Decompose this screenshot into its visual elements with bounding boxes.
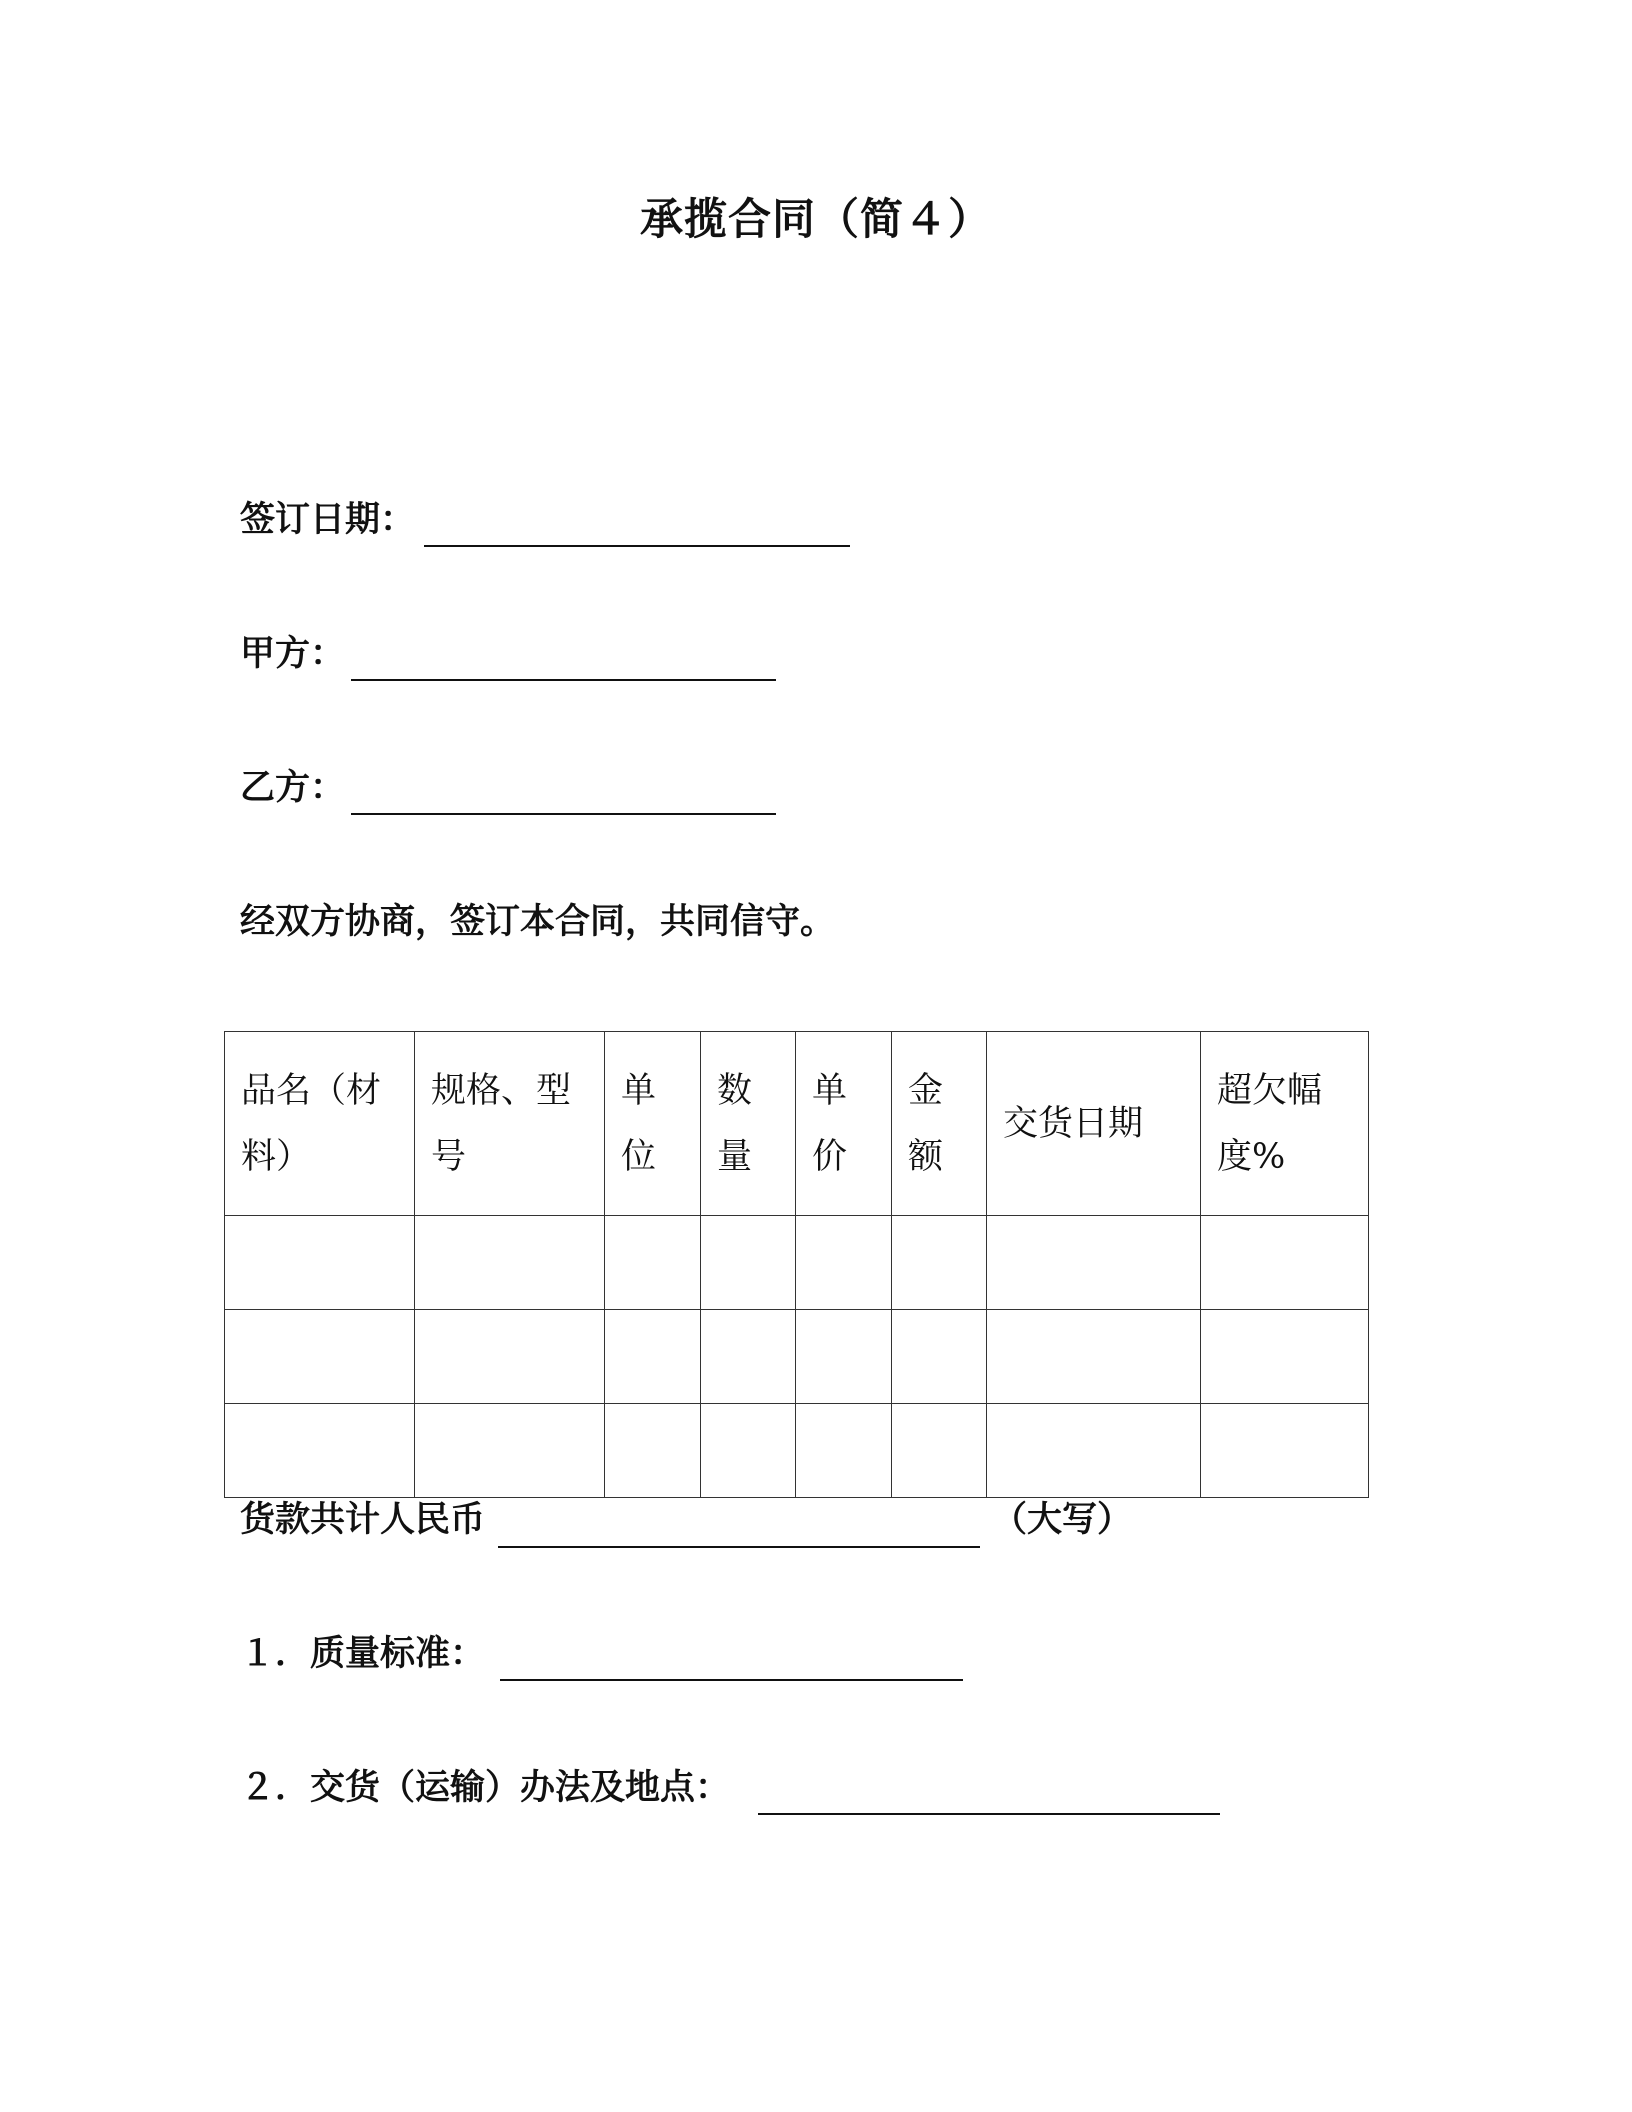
table-cell[interactable] [225,1216,415,1310]
table-header-cell: 交货日期 [987,1032,1201,1216]
total-amount-field[interactable] [498,1546,980,1548]
table-row [225,1310,1369,1404]
table-header-cell: 单位 [605,1032,701,1216]
total-suffix: （大写） [992,1500,1133,1540]
table-cell[interactable] [987,1404,1201,1498]
table-cell[interactable] [225,1310,415,1404]
party-a-label: 甲方： [240,634,346,674]
party-b-label: 乙方： [240,768,346,808]
table-header-cell: 数量 [701,1032,796,1216]
table-cell[interactable] [987,1216,1201,1310]
table-row [225,1404,1369,1498]
table-header-cell: 规格、型号 [415,1032,605,1216]
table-row [225,1216,1369,1310]
table-cell[interactable] [415,1404,605,1498]
clause-delivery-label: ２．交货（运输）办法及地点： [240,1768,731,1808]
table-cell[interactable] [701,1216,796,1310]
table-cell[interactable] [605,1404,701,1498]
table-cell[interactable] [701,1404,796,1498]
table-header-cell: 品名（材料） [225,1032,415,1216]
table-header-row [225,1032,1369,1216]
clause-delivery-field[interactable] [758,1813,1220,1815]
table-cell[interactable] [796,1310,892,1404]
table-cell[interactable] [605,1310,701,1404]
sign-date-field[interactable] [424,545,850,547]
clause-quality-field[interactable] [500,1679,963,1681]
document-title: 承揽合同（简４） [640,195,992,245]
party-a-field[interactable] [351,679,776,681]
table-header-cell: 超欠幅度% [1201,1032,1369,1216]
party-b-field[interactable] [351,813,776,815]
table-cell[interactable] [415,1310,605,1404]
table-cell[interactable] [605,1216,701,1310]
table-cell[interactable] [892,1216,987,1310]
table-header-cell: 金额 [892,1032,987,1216]
table-cell[interactable] [796,1216,892,1310]
table-cell[interactable] [1201,1310,1369,1404]
table-cell[interactable] [892,1310,987,1404]
intro-text: 经双方协商，签订本合同，共同信守。 [240,902,836,942]
sign-date-label: 签订日期： [240,500,416,540]
table-cell[interactable] [225,1404,415,1498]
table-cell[interactable] [892,1404,987,1498]
clause-quality-label: １．质量标准： [240,1634,486,1674]
total-label: 货款共计人民币 [240,1500,486,1540]
table-header-cell: 单价 [796,1032,892,1216]
table-cell[interactable] [1201,1404,1369,1498]
table-cell[interactable] [987,1310,1201,1404]
table-cell[interactable] [701,1310,796,1404]
table-cell[interactable] [415,1216,605,1310]
table-cell[interactable] [1201,1216,1369,1310]
table-cell[interactable] [796,1404,892,1498]
goods-table [224,1031,1369,1498]
